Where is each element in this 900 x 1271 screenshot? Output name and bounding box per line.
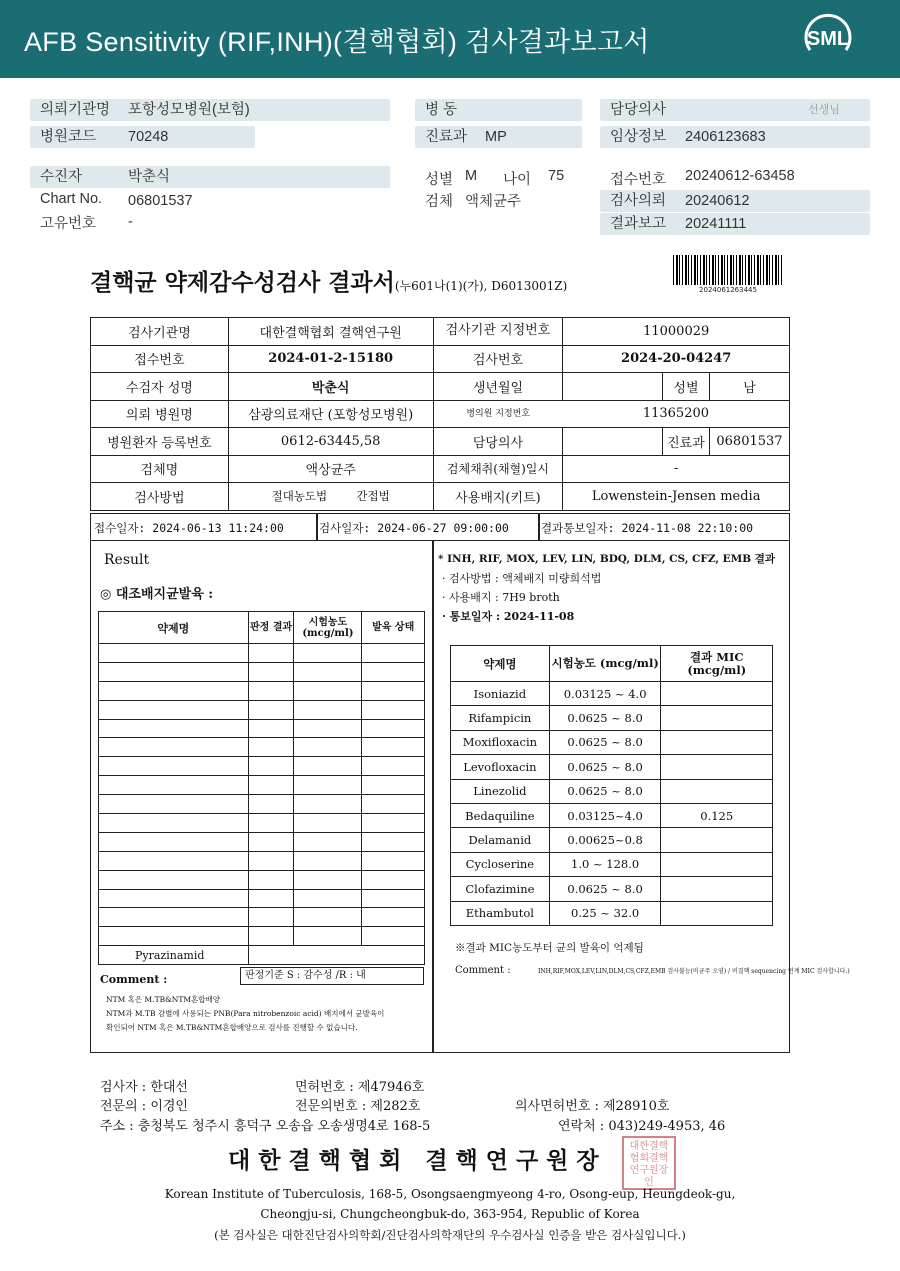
- cell: Cycloserine: [451, 852, 550, 876]
- cell: 수검자 성명: [91, 373, 229, 401]
- table-row: [99, 851, 425, 870]
- cell: 검체명: [91, 455, 229, 483]
- age-label: 나이: [503, 172, 532, 188]
- table-row: [99, 757, 425, 776]
- table-row: [91, 455, 790, 483]
- cell: 0.03125~4.0: [549, 803, 661, 827]
- table-row: [91, 318, 790, 346]
- doc-title-code: (누601나(1)(가), D6013001Z): [394, 279, 568, 293]
- comment-line: 확인되어 NTM 혹은 M.TB&NTM혼합배양으로 검사를 진행할 수 없습니다.: [106, 1023, 358, 1032]
- control-growth: ◎ 대조배지균발육 :: [100, 587, 214, 602]
- table-row: [99, 776, 425, 795]
- table-row: [99, 889, 425, 908]
- barcode-number: 2024061263445: [699, 286, 757, 294]
- table-row: [99, 662, 425, 681]
- cell: 약제명: [99, 612, 249, 644]
- table-row: [99, 927, 425, 946]
- certification: (본 검사실은 대한진단검사의학회/진단검사의학재단의 우수검사실 인증을 받은 검사실입니다.): [214, 1228, 686, 1242]
- barcode: [673, 255, 783, 285]
- org-title: 대한결핵협회 결핵연구원장: [228, 1147, 607, 1174]
- doctor-license: 의사면허번호 : 제28910호: [515, 1099, 670, 1114]
- clinical-label: 임상정보: [610, 129, 667, 145]
- hosp-code-label: 병원코드: [40, 129, 97, 145]
- age-value: 75: [548, 168, 565, 184]
- hosp-code-row: [30, 126, 255, 148]
- specimen-label: 검체: [425, 194, 454, 210]
- cell: 결과 MIC (mcg/ml): [661, 646, 773, 682]
- cell: 접수번호: [91, 345, 229, 373]
- cell: 0.125: [661, 803, 773, 827]
- criteria-box: 판정기준 S : 감수성 /R : 내: [240, 967, 424, 985]
- cell: 검사기관명: [91, 318, 229, 346]
- cell: Bedaquiline: [451, 803, 550, 827]
- cell: 판정 결과: [248, 612, 294, 644]
- table-row: [451, 803, 773, 827]
- result-label: 결과보고: [610, 216, 667, 232]
- cell: 생년월일: [433, 373, 563, 401]
- table-row: [451, 828, 773, 852]
- cell: 발육 상태: [362, 612, 425, 644]
- doc-title: [90, 264, 567, 297]
- cell: Linezolid: [451, 779, 550, 803]
- mic-table: [450, 645, 773, 926]
- test-req-label: 검사의뢰: [610, 193, 667, 209]
- req-org-value: 포항성모병원(보험): [128, 102, 250, 118]
- table-row: [91, 483, 790, 511]
- cell: 0.0625 ~ 8.0: [549, 706, 661, 730]
- table-row: [451, 852, 773, 876]
- contact: 연락처 : 043)249-4953, 46: [558, 1119, 726, 1134]
- method-2: 간접법: [356, 489, 390, 504]
- table-row: [451, 779, 773, 803]
- cell: [661, 779, 773, 803]
- report-title: AFB Sensitivity (RIF,INH)(결핵협회) 검사결과보고서: [24, 27, 650, 57]
- result-title: Result: [104, 552, 150, 568]
- right-method: · 검사방법 : 액체배지 미량희석법: [442, 572, 602, 585]
- hosp-code-value: 70248: [128, 129, 169, 145]
- right-comment-text: INH,RIF,MOX,LEV,LIN,DLM,CS,CFZ,EMB 검사불능(비균주 오염) / 비결핵 sequencing 연계 MIC 검사합니다.): [538, 968, 850, 975]
- right-comment-label: Comment :: [455, 965, 511, 976]
- doctor-row: [600, 99, 870, 121]
- official-seal: 대한결핵협회결핵연구원장인: [622, 1136, 676, 1190]
- cell: 2024-20-04247: [563, 345, 790, 373]
- logo-text: SML: [806, 28, 850, 50]
- cell: 남: [709, 373, 789, 401]
- cell: Ethambutol: [451, 901, 550, 925]
- method-1: 절대농도법: [271, 489, 328, 504]
- cell: 진료과: [662, 428, 709, 456]
- eng-address-1: Korean Institute of Tuberculosis, 168-5, Osongsaengmyeong 4-ro, Osong-eup, Heungdeok-gu,: [164, 1187, 736, 1201]
- ward-label: 병 동: [425, 102, 458, 118]
- table-row: [99, 870, 425, 889]
- cell: 0612-63445,58: [228, 428, 433, 456]
- right-notify: · 통보일자 : 2024-11-08: [442, 610, 575, 623]
- cell: [563, 373, 663, 401]
- cell: 검체채취(채혈)일시: [433, 455, 563, 483]
- clinical-value: 2406123683: [685, 129, 766, 145]
- cell: Lowenstein-Jensen media: [563, 483, 790, 511]
- table-row: [99, 738, 425, 757]
- cell: [661, 901, 773, 925]
- req-org-row: [30, 99, 390, 121]
- cell: 시험농도 (mcg/ml): [549, 646, 661, 682]
- chart-value: 06801537: [128, 193, 193, 209]
- table-row: [99, 644, 425, 663]
- cell: 담당의사: [433, 428, 563, 456]
- table-row: [451, 730, 773, 754]
- cell: Clofazimine: [451, 877, 550, 901]
- comment-line: NTM 혹은 M.TB&NTM혼합배양: [106, 995, 220, 1004]
- left-table: [98, 611, 425, 965]
- doctor-label: 담당의사: [610, 102, 667, 118]
- cell: 검사방법: [91, 483, 229, 511]
- specimen-value: 액체균주: [465, 194, 522, 210]
- sml-logo: [800, 14, 856, 70]
- patient-label: 수진자: [40, 169, 83, 185]
- expert: 전문의 : 이경인: [100, 1099, 188, 1114]
- left-comment-label: Comment :: [100, 973, 168, 986]
- sex-label: 성별: [425, 172, 454, 188]
- tester: 검사자 : 한대선: [100, 1080, 188, 1095]
- cell: 사용배지(키트): [433, 483, 563, 511]
- patient-value: 박춘식: [128, 169, 171, 185]
- divider: [432, 541, 434, 1053]
- cell: 병원환자 등록번호: [91, 428, 229, 456]
- cell: [661, 730, 773, 754]
- cell: 0.0625 ~ 8.0: [549, 779, 661, 803]
- table-row: [451, 755, 773, 779]
- result-row: [600, 213, 870, 235]
- cell: 11000029: [563, 318, 790, 346]
- expert-no: 전문의번호 : 제282호: [295, 1099, 421, 1114]
- cell: 의뢰 병원명: [91, 400, 229, 428]
- test-req-value: 20240612: [685, 193, 750, 209]
- cell: 검사번호: [433, 345, 563, 373]
- mic-note: ※결과 MIC농도부터 균의 발육이 억제됨: [455, 942, 644, 954]
- table-row: [451, 682, 773, 706]
- cell: [228, 483, 433, 511]
- table-row: [451, 646, 773, 682]
- table-row: [91, 428, 790, 456]
- comment-line: NTM과 M.TB 감별에 사용되는 PNB(Para nitrobenzoic acid) 배지에서 균발육이: [106, 1009, 385, 1018]
- dept-label: 진료과: [425, 129, 468, 145]
- table-row: [91, 373, 790, 401]
- result-value: 20241111: [685, 216, 747, 232]
- cell: 검사기관 지정번호: [433, 318, 563, 346]
- table-row: [99, 814, 425, 833]
- table-row: [99, 681, 425, 700]
- cell: -: [563, 455, 790, 483]
- cell: 삼광의료재단 (포항성모병원): [228, 400, 433, 428]
- left-comment-text: [106, 993, 384, 1035]
- cell: Delamanid: [451, 828, 550, 852]
- table-row: [91, 400, 790, 428]
- table-row: [451, 877, 773, 901]
- table-row: [451, 901, 773, 925]
- unique-label: 고유번호: [40, 216, 97, 232]
- cell: [661, 828, 773, 852]
- table-row: [99, 612, 425, 644]
- cell: 0.00625~0.8: [549, 828, 661, 852]
- receipt-date: 접수일자: 2024-06-13 11:24:00: [94, 521, 284, 535]
- cell: Levofloxacin: [451, 755, 550, 779]
- table-row: [99, 832, 425, 851]
- cell: 06801537: [709, 428, 789, 456]
- receipt-value: 20240612-63458: [685, 168, 795, 184]
- sex-value: M: [465, 168, 478, 184]
- patient-row: [30, 166, 390, 188]
- receipt-label: 접수번호: [610, 172, 667, 188]
- cell: [563, 428, 663, 456]
- cell: Isoniazid: [451, 682, 550, 706]
- eng-address-2: Cheongju-si, Chungcheongbuk-do, 363-954, Republic of Korea: [260, 1207, 640, 1221]
- cell: [661, 755, 773, 779]
- cell: 0.03125 ~ 4.0: [549, 682, 661, 706]
- cell: 성별: [662, 373, 709, 401]
- cell: 1.0 ~ 128.0: [549, 852, 661, 876]
- notify-date: 결과통보일자: 2024-11-08 22:10:00: [541, 521, 754, 535]
- table-row: [99, 700, 425, 719]
- cell: 0.0625 ~ 8.0: [549, 755, 661, 779]
- right-medium: · 사용배지 : 7H9 broth: [442, 591, 560, 604]
- clinical-row: [600, 126, 870, 148]
- cell: 액상균주: [228, 455, 433, 483]
- table-row: [99, 795, 425, 814]
- cell: [661, 852, 773, 876]
- doc-title-text: 결핵균 약제감수성검사 결과서: [90, 269, 395, 296]
- table-row: [99, 908, 425, 927]
- unique-value: -: [128, 214, 133, 230]
- cell: 약제명: [451, 646, 550, 682]
- test-date: 검사일자: 2024-06-27 09:00:00: [319, 521, 509, 535]
- cell: 0.0625 ~ 8.0: [549, 877, 661, 901]
- cell: 시험농도 (mcg/ml): [294, 612, 362, 644]
- chart-label: Chart No.: [40, 191, 103, 207]
- doctor-value: 선생님: [808, 104, 840, 116]
- dates-row: [90, 513, 790, 541]
- req-org-label: 의뢰기관명: [40, 102, 111, 118]
- cell: 0.0625 ~ 8.0: [549, 730, 661, 754]
- info-table: [90, 317, 790, 511]
- cell: 박춘식: [228, 373, 433, 401]
- cell: 11365200: [563, 400, 790, 428]
- cell: 병의원 지정번호: [433, 400, 563, 428]
- cell: Rifampicin: [451, 706, 550, 730]
- table-row: [451, 706, 773, 730]
- dept-value: MP: [485, 129, 507, 145]
- table-row: [91, 345, 790, 373]
- cell: 0.25 ~ 32.0: [549, 901, 661, 925]
- cell: Pyrazinamid: [99, 946, 249, 965]
- cell: [661, 682, 773, 706]
- table-row: [99, 719, 425, 738]
- right-head: * INH, RIF, MOX, LEV, LIN, BDQ, DLM, CS, CFZ, EMB 결과: [438, 553, 776, 565]
- cell: Moxifloxacin: [451, 730, 550, 754]
- dept-row: [415, 126, 582, 148]
- table-row: [99, 946, 425, 965]
- report-header: [0, 0, 900, 78]
- address: 주소 : 충청북도 청주시 흥덕구 오송읍 오송생명4로 168-5: [100, 1119, 431, 1134]
- license: 면허번호 : 제47946호: [295, 1080, 425, 1095]
- cell: [661, 706, 773, 730]
- test-req-row: [600, 190, 870, 212]
- cell: 대한결핵협회 결핵연구원: [228, 318, 433, 346]
- cell: [661, 877, 773, 901]
- ward-row: [415, 99, 582, 121]
- cell: 2024-01-2-15180: [228, 345, 433, 373]
